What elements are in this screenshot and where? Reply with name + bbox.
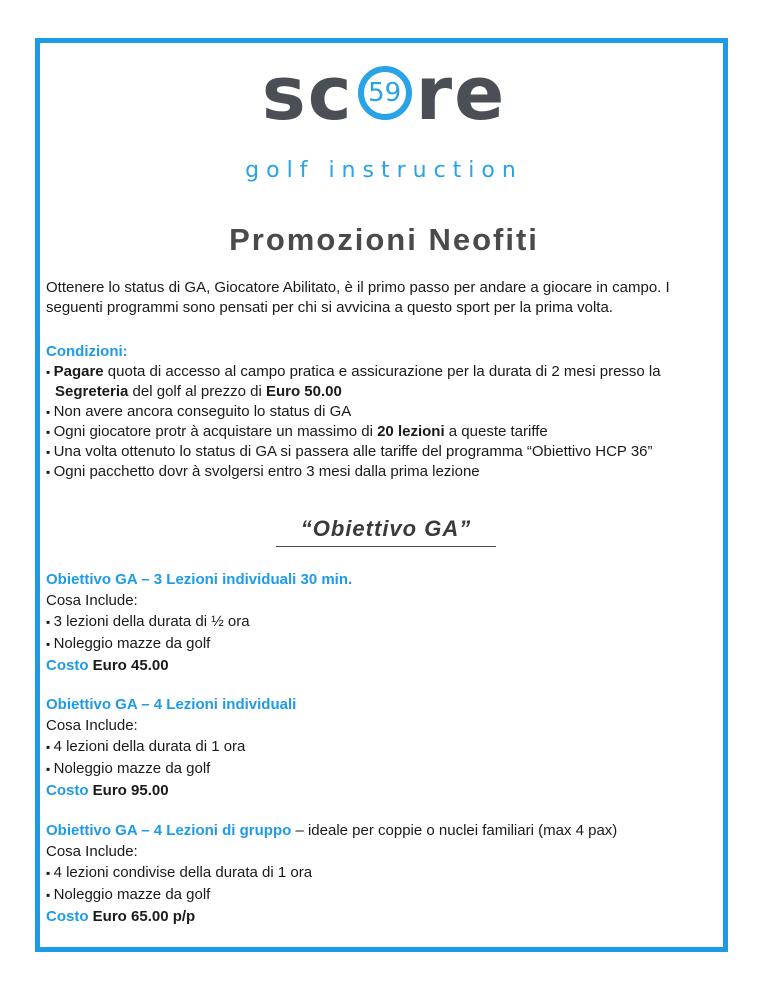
- logo-tagline: golf instruction: [245, 158, 523, 183]
- condition-item: ▪ Una volta ottenuto lo status di GA si passera alle tariffe del programma “Obiettivo HCP 36”: [46, 442, 726, 462]
- condition-item: [46, 362, 726, 402]
- cost-label: Costo: [46, 782, 89, 799]
- includes-label: Cosa Include:: [46, 592, 138, 609]
- cost-value: Euro 65.00 p/p: [92, 908, 196, 925]
- package-heading-line: [46, 820, 726, 841]
- logo-ring: [358, 66, 412, 120]
- package-3: [46, 820, 726, 927]
- condition-text: Ogni giocatore protr à acquistare un massimo di: [53, 423, 378, 440]
- conditions-heading: Condizioni:: [46, 343, 128, 360]
- condition-item: ▪ Ogni pacchetto dovr à svolgersi entro 3 mesi dalla prima lezione: [46, 462, 726, 482]
- package-heading-extra: – ideale per coppie o nuclei familiari (max 4 pax): [291, 822, 618, 839]
- package-heading: Obiettivo GA – 4 Lezioni di gruppo: [46, 822, 292, 839]
- score59-logo: [0, 50, 768, 185]
- cost-label: Costo: [46, 657, 89, 674]
- includes-label: Cosa Include:: [46, 717, 138, 734]
- cost-label: Costo: [46, 908, 89, 925]
- condition-text: del golf al prezzo di: [128, 383, 266, 400]
- package-1: [46, 569, 726, 676]
- condition-bold: Euro 50.00: [265, 383, 342, 400]
- package-item: ▪ Noleggio mazze da golf: [46, 633, 726, 655]
- page-title: Promozioni Neofiti: [229, 222, 539, 257]
- package-item: ▪ 4 lezioni condivise della durata di 1 ora: [46, 862, 726, 884]
- intro-and-conditions: [46, 278, 726, 482]
- cost-value: Euro 45.00: [92, 657, 169, 674]
- package-item: ▪ Noleggio mazze da golf: [46, 758, 726, 780]
- condition-item: ▪ Non avere ancora conseguito lo status di GA: [46, 402, 726, 422]
- package-2: [46, 694, 726, 801]
- package-cost: [46, 780, 726, 801]
- logo-word-right: re: [415, 51, 507, 137]
- package-item: ▪ 3 lezioni della durata di ½ ora: [46, 611, 726, 633]
- logo-word-left: sc: [261, 51, 354, 137]
- condition-text: a queste tariffe: [444, 423, 548, 440]
- condition-bold: Segreteria: [55, 383, 129, 400]
- condition-item: [46, 422, 726, 442]
- package-cost: [46, 655, 726, 676]
- logo-wordmark: [0, 52, 768, 136]
- condition-text: quota di accesso al campo pratica e assicurazione per la durata di 2 mesi presso la: [103, 363, 661, 380]
- intro-paragraph: Ottenere lo status di GA, Giocatore Abilitato, è il primo passo per andare a giocare in campo. I seguenti programmi sono pensati per chi si avvicina a questo sport per la prima volta.: [46, 279, 670, 316]
- package-item: ▪ 4 lezioni della durata di 1 ora: [46, 736, 726, 758]
- package-cost: [46, 906, 726, 927]
- condition-bold: 20 lezioni: [377, 423, 445, 440]
- program-title: “Obiettivo GA”: [276, 516, 496, 547]
- package-item: ▪ Noleggio mazze da golf: [46, 884, 726, 906]
- cost-value: Euro 95.00: [92, 782, 169, 799]
- logo-ring-number: 59: [368, 78, 402, 108]
- package-heading: Obiettivo GA – 3 Lezioni individuali 30 min.: [46, 571, 353, 588]
- package-heading: Obiettivo GA – 4 Lezioni individuali: [46, 696, 297, 713]
- includes-label: Cosa Include:: [46, 843, 138, 860]
- condition-bold: Pagare: [53, 363, 104, 380]
